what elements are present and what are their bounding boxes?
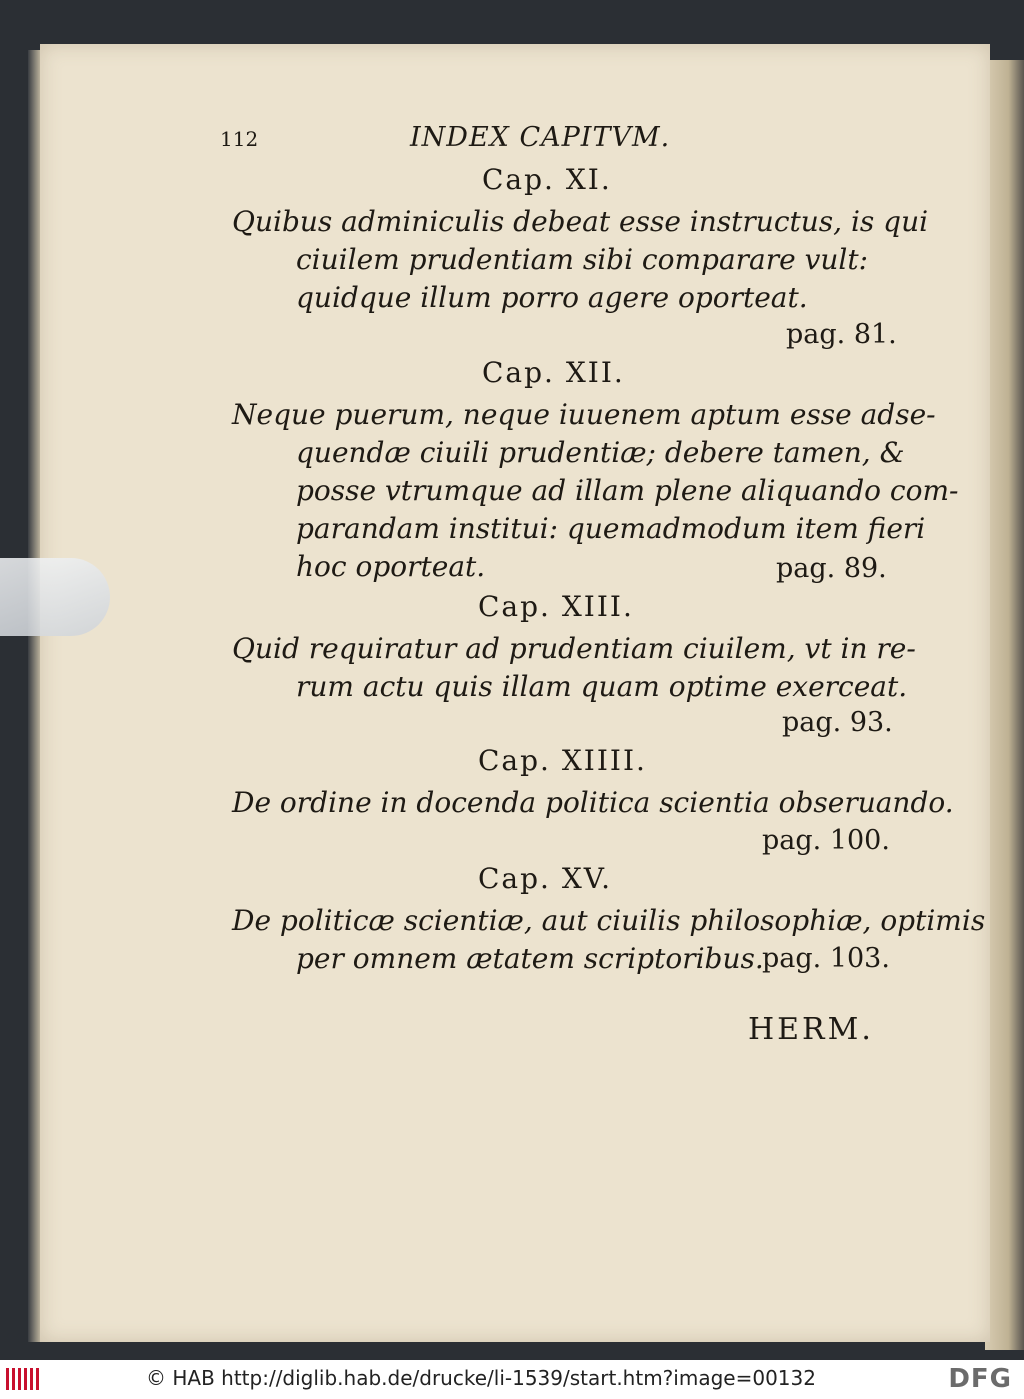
- catchword: HERM.: [748, 1012, 874, 1047]
- chapter-line: Quid requiratur ad prudentiam ciuilem, vt in re-: [232, 632, 916, 665]
- page-number: 112: [220, 127, 259, 151]
- chapter-line: ciuilem prudentiam sibi comparare vult:: [296, 243, 869, 276]
- chapter-heading: Cap. XIII.: [478, 590, 634, 623]
- chapter-line: De ordine in docenda politica scientia obseruando.: [232, 786, 954, 819]
- chapter-line: parandam institui: quemadmodum item fieri: [296, 512, 926, 545]
- running-title: INDEX CAPITVM.: [410, 122, 671, 153]
- chapter-line: Quibus adminiculis debeat esse instructus, is qui: [232, 205, 929, 238]
- chapter-heading: Cap. XV.: [478, 862, 613, 895]
- page-reference: pag. 103.: [762, 943, 890, 974]
- chapter-line: quendæ ciuili prudentiæ; debere tamen, &: [296, 436, 905, 469]
- chapter-line: posse vtrumque ad illam plene aliquando com-: [296, 474, 959, 507]
- chapter-heading: Cap. XII.: [482, 356, 625, 389]
- chapter-line: Neque puerum, neque iuuenem aptum esse adse-: [232, 398, 936, 431]
- chapter-line: quidque illum porro agere oporteat.: [296, 281, 808, 314]
- chapter-line: rum actu quis illam quam optime exerceat.: [296, 670, 908, 703]
- page-reference: pag. 89.: [776, 553, 887, 584]
- footer-bar: [0, 1360, 1024, 1399]
- page-reference: pag. 100.: [762, 825, 890, 856]
- library-logo-icon: [6, 1368, 40, 1390]
- dfg-logo: DFG: [948, 1364, 1012, 1394]
- copyright-link[interactable]: © HAB http://diglib.hab.de/drucke/li-1539/start.htm?image=00132: [146, 1366, 816, 1390]
- chapter-line: De politicæ scientiæ, aut ciuilis philosophiæ, optimis: [232, 904, 986, 937]
- chapter-line: per omnem ætatem scriptoribus.: [296, 942, 764, 975]
- chapter-heading: Cap. XIIII.: [478, 744, 647, 777]
- chapter-heading: Cap. XI.: [482, 163, 612, 196]
- page-reference: pag. 93.: [782, 707, 893, 738]
- chapter-line: hoc oporteat.: [296, 550, 486, 583]
- page-reference: pag. 81.: [786, 319, 897, 350]
